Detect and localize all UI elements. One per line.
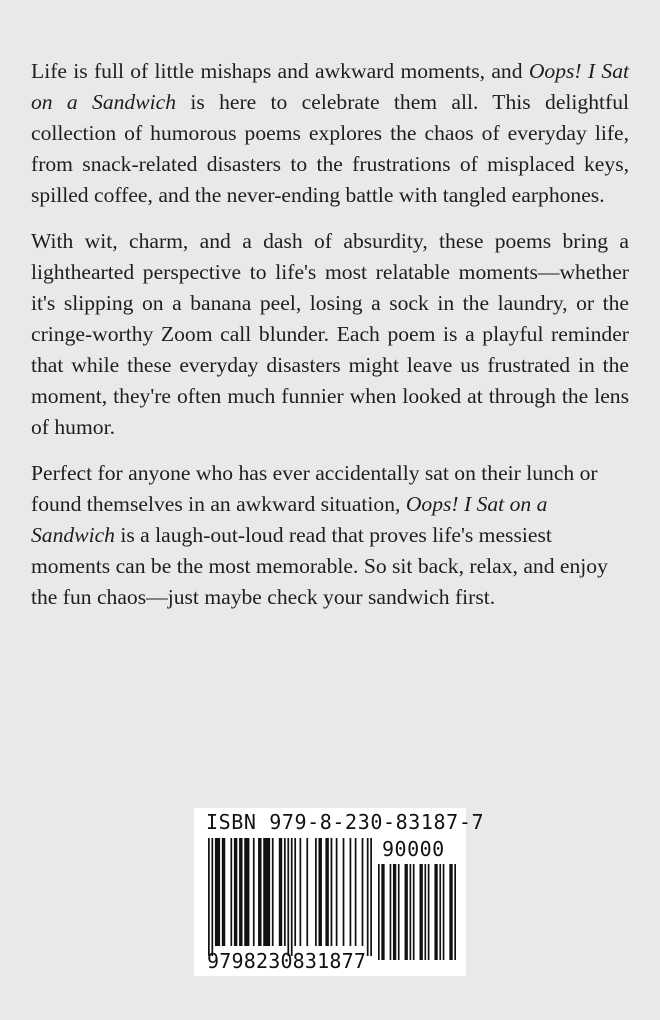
barcode-bar — [405, 864, 408, 960]
barcode-bar — [279, 838, 282, 946]
barcode-bar — [410, 864, 412, 960]
barcode-bar — [211, 838, 213, 956]
barcode-bar — [336, 838, 338, 946]
barcode-bar — [263, 838, 270, 946]
barcode-bar — [367, 838, 369, 956]
book-title-italic: Oops! I Sat on a Sandwich — [31, 59, 629, 114]
barcode-bar — [291, 838, 293, 956]
barcode-bar — [370, 838, 372, 956]
barcode-bar — [272, 838, 274, 946]
barcode-bar — [454, 864, 456, 960]
barcode-main-bars — [208, 838, 372, 956]
barcode-bar — [318, 838, 321, 946]
description-paragraph-2: With wit, charm, and a dash of absurdity, these poems bring a lighthearted perspective to life's most relatable moments—whether it's slipping on a banana peel, losing a sock in the laundry, or the cringe-worthy Zoom call blunder. Each poem is a playful reminder that while these everyday disasters might leave us frustrated in the moment, they're often much funnier when looked at through the lens of humor. — [31, 229, 629, 439]
barcode-bar — [350, 838, 352, 946]
barcode-bar — [306, 838, 308, 946]
barcode-bar — [419, 864, 422, 960]
barcode-bar — [434, 864, 437, 960]
barcode-bar — [424, 864, 426, 960]
isbn-label: ISBN 979-8-230-83187-7 — [206, 810, 485, 834]
barcode-bar — [253, 838, 255, 946]
barcode-bar — [390, 864, 392, 960]
book-description — [31, 56, 629, 628]
barcode-bar — [378, 864, 380, 960]
barcode-bar — [343, 838, 345, 946]
barcode-bar — [439, 864, 441, 960]
barcode-bar — [315, 838, 317, 946]
text: Life is full of little mishaps and awkward moments, and — [31, 59, 529, 83]
description-paragraph-3 — [31, 458, 629, 613]
barcode-bar — [234, 838, 237, 946]
barcode-bar — [208, 838, 210, 956]
isbn-barcode — [194, 808, 485, 976]
price-code: 90000 — [382, 837, 445, 861]
barcode-bar — [362, 838, 364, 946]
barcode-bar — [325, 838, 328, 946]
barcode-bar — [215, 838, 220, 946]
barcode-bar — [443, 864, 445, 960]
barcode-bar — [287, 838, 289, 956]
barcode-bar — [449, 864, 452, 960]
description-paragraph-1 — [31, 56, 629, 211]
barcode-bar — [230, 838, 232, 946]
barcode-bar — [299, 838, 301, 946]
text: is here to celebrate them all. This delightful collection of humorous poems explores the chaos of everyday life, from snack-related disasters to the frustrations of misplaced keys, spilled coffee, and the never-ending battle with tangled earphones. — [31, 90, 629, 207]
barcode-addon-bars — [378, 864, 456, 960]
barcode-bar — [294, 838, 296, 946]
barcode-bar — [428, 864, 430, 960]
text: is a laugh-out-loud read that proves life's messiest moments can be the most memorable. So sit back, relax, and enjoy the fun chaos—just maybe check your sandwich first. — [31, 523, 608, 609]
text: Perfect for anyone who has ever accidentally sat on their lunch or found themselves in an awkward situation, — [31, 461, 598, 516]
barcode-bar — [244, 838, 249, 946]
barcode-bar — [393, 864, 396, 960]
barcode-bar — [398, 864, 400, 960]
barcode-bar — [258, 838, 261, 946]
barcode-bar — [284, 838, 286, 946]
barcode-bar — [222, 838, 225, 946]
book-title-italic: Oops! I Sat on a Sandwich — [31, 492, 548, 547]
barcode-bar — [355, 838, 357, 946]
barcode-bar — [381, 864, 384, 960]
barcode-digits: 9798230831877 — [207, 949, 367, 973]
barcode-bar — [331, 838, 333, 946]
barcode-bar — [239, 838, 242, 946]
barcode-bar — [413, 864, 415, 960]
